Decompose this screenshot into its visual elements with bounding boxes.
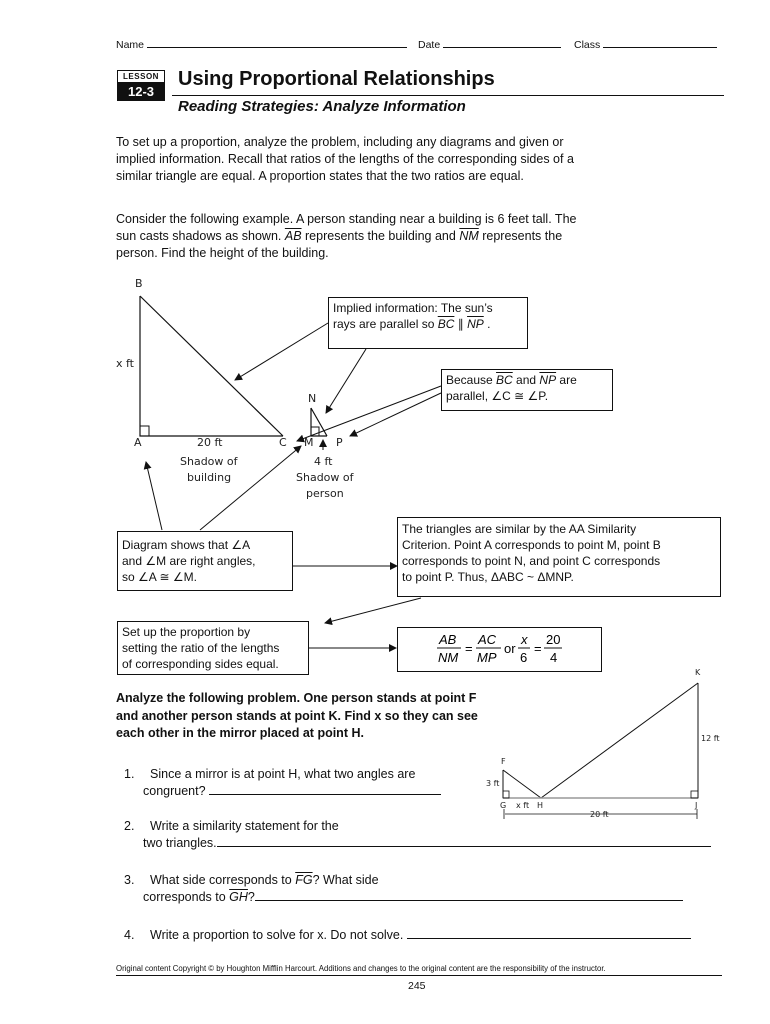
answer-line-3[interactable] <box>255 889 683 901</box>
question-3: 3. What side corresponds to $\overline{FG}$? What side corresponds to $\overline{GH}$? <box>116 872 683 906</box>
frac-4: 4 <box>550 650 558 665</box>
label-shadow-building-1: Shadow of <box>180 455 238 468</box>
label-shadow-person-2: person <box>306 487 344 500</box>
label-shadow-person-1: Shadow of <box>296 471 354 484</box>
intro-paragraph: To set up a proportion, analyze the problem, including any diagrams and given or implied information. Recall that ratios of the lengths of the corresponding sides of a similar triangle are equal. A proportion states that the two ratios are equal. <box>116 135 574 183</box>
diagram-line-2: and ∠M are right angles, <box>122 554 256 568</box>
arrow-diagram-to-a <box>146 462 162 530</box>
label-g: G <box>500 801 507 810</box>
page-number: 245 <box>408 980 426 992</box>
footer-rule <box>116 975 722 976</box>
frac-20: 20 <box>546 632 561 647</box>
setup-box <box>117 621 309 675</box>
label-p: P <box>336 436 343 449</box>
name-label: Name <box>116 39 145 51</box>
equals-2: = <box>534 641 542 656</box>
page-title: Using Proportional Relationships <box>178 68 495 90</box>
answer-line-2[interactable] <box>217 835 711 847</box>
question-2: 2. Write a similarity statement for the two triangles. <box>116 818 711 852</box>
segment-ab: $\overline{AB}$ <box>284 229 302 243</box>
label-b: B <box>135 277 143 290</box>
building-hypotenuse <box>140 296 283 436</box>
label-a: A <box>134 436 142 449</box>
page-subtitle: Reading Strategies: Analyze Information <box>178 98 466 115</box>
answer-line-4[interactable] <box>407 927 691 939</box>
label-k: K <box>695 668 701 677</box>
label-c: C <box>279 436 287 449</box>
label-3-ft: 3 ft <box>486 779 500 788</box>
implied-line-2: rays are parallel so $\overline{BC}$ ∥ $\overline{NP}$ . <box>333 317 491 331</box>
label-mirror-20-ft: 20 ft <box>590 810 609 819</box>
label-12-ft: 12 ft <box>701 734 720 743</box>
label-20-ft: 20 ft <box>197 436 223 449</box>
right-angle-a <box>140 426 149 436</box>
arrow-because-to-p <box>350 393 441 436</box>
diagram-shows-box <box>117 531 293 591</box>
class-label: Class <box>574 39 601 51</box>
because-line-2: parallel, ∠C ≅ ∠P. <box>446 389 549 403</box>
frac-x: x <box>521 632 528 647</box>
label-x-ft: x ft <box>116 357 134 370</box>
problem-statement: Analyze the following problem. One person stands at point F and another person stands at point K. Find x so they can see each other in the mirror placed at point H. <box>116 691 478 740</box>
diagram-line-1: Diagram shows that ∠A <box>122 538 251 552</box>
segment-nm: $\overline{NM}$ <box>459 229 479 243</box>
because-line-1: Because $\overline{BC}$ and $\overline{NP}$ are <box>446 373 577 387</box>
frac-nm: NM <box>438 650 459 665</box>
label-4-ft: 4 ft <box>314 455 333 468</box>
similar-line-2: Criterion. Point A corresponds to point M, point B <box>402 538 661 552</box>
example-text-3: represents the person. Find the height of the building. <box>116 229 563 260</box>
frac-mp: MP <box>477 650 497 665</box>
setup-line-2: setting the ratio of the lengths <box>122 641 280 655</box>
setup-line-1: Set up the proportion by <box>122 625 251 639</box>
similar-line-4: to point P. Thus, ΔABC ~ ΔMNP. <box>402 570 574 584</box>
mirror-diagram <box>486 668 720 819</box>
similarity-box <box>397 517 721 597</box>
label-m: M <box>304 436 314 449</box>
similar-line-3: corresponds to point N, and point C corresponds <box>402 554 661 568</box>
because-box <box>441 369 613 411</box>
arrow-because-to-c <box>297 386 441 441</box>
lesson-number: 12-3 <box>118 82 164 100</box>
label-f: F <box>501 757 506 766</box>
example-text-2: represents the building and <box>301 229 456 243</box>
equals-1: = <box>465 641 473 656</box>
frac-ab: AB <box>439 632 457 647</box>
label-j: J <box>695 801 698 810</box>
arrow-similar-to-setup <box>325 598 421 623</box>
answer-line-1[interactable] <box>209 783 441 795</box>
implied-info-box <box>328 297 528 349</box>
frac-ac: AC <box>478 632 497 647</box>
or-word: or <box>504 641 516 656</box>
similar-line-1: The triangles are similar by the AA Similarity <box>402 522 637 536</box>
question-4: 4. Write a proportion to solve for x. Do not solve. <box>116 927 691 944</box>
question-1: 1. Since a mirror is at point H, what two angles are congruent? <box>116 766 441 800</box>
date-label: Date <box>418 39 441 51</box>
setup-line-3: of corresponding sides equal. <box>122 657 279 671</box>
arrow-implied-to-building <box>235 323 328 380</box>
example-text-1: Consider the following example. A person standing near a building is 6 feet tall. The sun casts shadows as shown. <box>116 212 577 243</box>
frac-6: 6 <box>520 650 528 665</box>
lesson-label: LESSON <box>123 72 159 81</box>
label-h: H <box>537 801 544 810</box>
arrow-implied-to-person <box>326 349 366 413</box>
proportion-box <box>397 627 602 672</box>
label-shadow-building-2: building <box>187 471 232 484</box>
proportion-equation <box>398 628 598 670</box>
implied-line-1: Implied information: The sun’s <box>333 301 493 315</box>
copyright-footer: Original content Copyright © by Houghton Mifflin Harcourt. Additions and changes to the original content are the responsibility of the instructor. <box>116 964 606 973</box>
label-n: N <box>308 392 317 405</box>
diagram-line-3: so ∠A ≅ ∠M. <box>122 570 197 584</box>
label-mirror-x-ft: x ft <box>516 801 530 810</box>
